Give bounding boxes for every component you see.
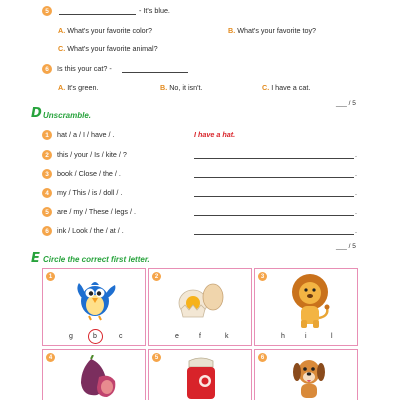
- question-number: 4: [42, 188, 52, 198]
- option-a[interactable]: [58, 83, 99, 92]
- answer-line[interactable]: [194, 177, 354, 178]
- jam-jar-icon: [183, 355, 219, 400]
- eggs-icon: [175, 279, 229, 321]
- picture-card-2: [148, 268, 252, 346]
- line-end-period: .: [355, 226, 357, 235]
- question-text: Is this your cat? -: [57, 64, 112, 73]
- card-number: 1: [46, 272, 55, 281]
- card-number: 3: [258, 272, 267, 281]
- answer-line[interactable]: [194, 196, 354, 197]
- option-letter: C.: [262, 83, 270, 92]
- letter-choice[interactable]: i: [305, 333, 307, 340]
- section-score: ___ / 5: [336, 243, 356, 250]
- scrambled-words: my / This / is / doll / .: [57, 188, 123, 197]
- fig-icon: [71, 355, 121, 400]
- option-text: It's green.: [67, 83, 99, 92]
- option-c[interactable]: [262, 83, 310, 92]
- picture-card-6: [254, 349, 358, 400]
- lion-icon: [287, 272, 333, 330]
- card-number: 6: [258, 353, 267, 362]
- section-score: ___ / 5: [336, 100, 356, 107]
- answer-line[interactable]: [122, 72, 188, 73]
- scrambled-words: ink / Look / the / at / .: [57, 226, 124, 235]
- scrambled-words: hat / a / I / have / .: [57, 130, 115, 139]
- option-text: What's your favorite animal?: [67, 44, 158, 53]
- question-number: 2: [42, 150, 52, 160]
- answer-line[interactable]: [59, 14, 136, 15]
- option-text: I have a cat.: [271, 83, 311, 92]
- question-number: 6: [42, 226, 52, 236]
- question-number: 5: [42, 207, 52, 217]
- letter-choice[interactable]: k: [225, 333, 229, 340]
- question-number: 1: [42, 130, 52, 140]
- picture-card-5: [148, 349, 252, 400]
- option-c[interactable]: [58, 44, 158, 53]
- picture-card-3: [254, 268, 358, 346]
- answer-circle: [88, 329, 103, 344]
- line-end-period: .: [355, 188, 357, 197]
- line-end-period: .: [355, 150, 357, 159]
- question-text: - It's blue.: [139, 6, 170, 15]
- question-number: 6: [42, 64, 52, 74]
- card-number: 5: [152, 353, 161, 362]
- option-letter: B.: [160, 83, 168, 92]
- bird-icon: [73, 275, 119, 321]
- scrambled-words: book / Close / the / .: [57, 169, 121, 178]
- section-letter-d: D: [31, 106, 42, 121]
- picture-card-1: [42, 268, 146, 346]
- letter-choice[interactable]: h: [281, 333, 285, 340]
- letter-choice[interactable]: b: [93, 333, 97, 340]
- option-text: No, it isn't.: [169, 83, 203, 92]
- scrambled-words: this / your / Is / kite / ?: [57, 150, 127, 159]
- option-a[interactable]: [58, 26, 152, 35]
- option-letter: B.: [228, 26, 236, 35]
- section-title: Unscramble.: [43, 111, 92, 120]
- card-number: 2: [152, 272, 161, 281]
- option-text: What's your favorite color?: [67, 26, 153, 35]
- card-number: 4: [46, 353, 55, 362]
- letter-choice[interactable]: f: [199, 333, 201, 340]
- option-b[interactable]: [228, 26, 316, 35]
- option-letter: A.: [58, 83, 66, 92]
- option-letter: C.: [58, 44, 66, 53]
- option-text: What's your favorite toy?: [237, 26, 317, 35]
- letter-choice[interactable]: c: [119, 333, 123, 340]
- section-letter-e: E: [31, 251, 40, 266]
- question-number: 3: [42, 169, 52, 179]
- line-end-period: .: [355, 169, 357, 178]
- answer-line[interactable]: [194, 234, 354, 235]
- section-title: Circle the correct first letter.: [43, 255, 150, 264]
- option-b[interactable]: [160, 83, 203, 92]
- line-end-period: .: [355, 207, 357, 216]
- scrambled-words: are / my / These / legs / .: [57, 207, 136, 216]
- dog-icon: [289, 354, 329, 400]
- letter-choice[interactable]: e: [175, 333, 179, 340]
- example-answer: I have a hat.: [194, 130, 236, 139]
- answer-line[interactable]: [194, 158, 354, 159]
- letter-choice[interactable]: l: [331, 333, 333, 340]
- picture-card-4: [42, 349, 146, 400]
- letter-choice[interactable]: g: [69, 333, 73, 340]
- question-number: 5: [42, 6, 52, 16]
- option-letter: A.: [58, 26, 66, 35]
- answer-line[interactable]: [194, 215, 354, 216]
